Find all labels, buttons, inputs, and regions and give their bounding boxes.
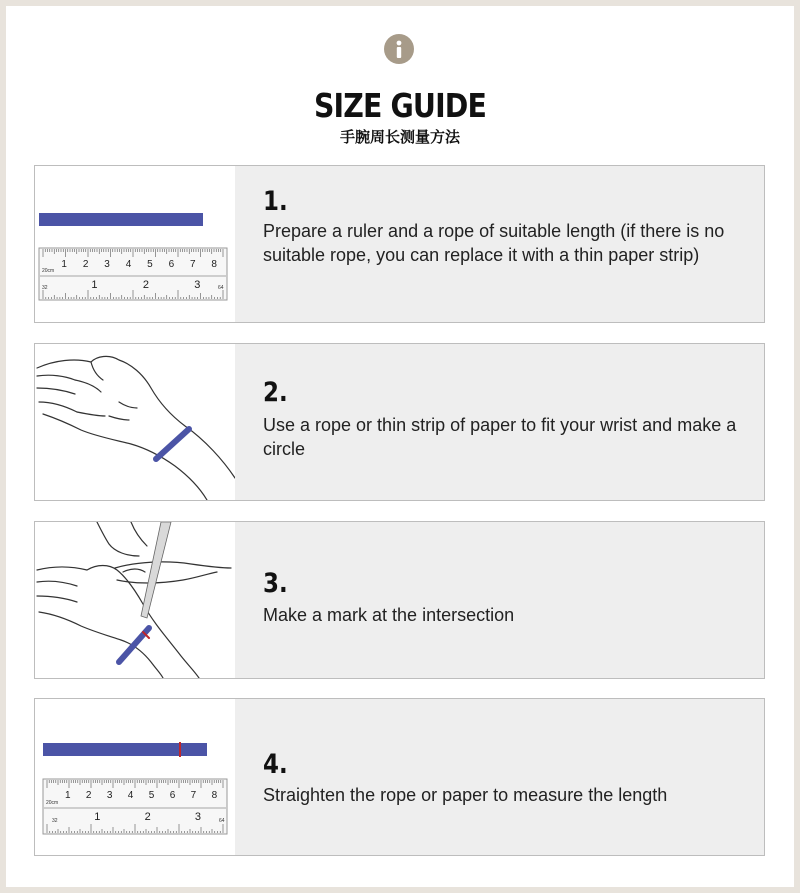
step-number: 3. (263, 568, 288, 599)
ruler-number: 3 (104, 259, 110, 270)
ruler-number: 8 (211, 790, 218, 801)
ruler-number: 3 (194, 279, 201, 291)
pen-body (141, 522, 171, 618)
ruler-label-32: 32 (52, 818, 58, 824)
wrist-mark-illustration (35, 522, 235, 678)
ruler-number: 3 (194, 811, 201, 823)
ruler-number: 2 (142, 279, 149, 291)
step-card-3 (34, 521, 765, 679)
step-number: 1. (263, 186, 288, 217)
ruler-number: 6 (168, 259, 175, 270)
ruler-label-20cm: 20cm (46, 800, 59, 806)
rope-marked-and-ruler-illustration (35, 699, 235, 855)
step-description: Straighten the rope or paper to measure the length (263, 785, 668, 805)
step-card-2 (34, 343, 765, 501)
page-title: SIZE GUIDE (313, 86, 487, 125)
ruler-label-20cm: 20cm (42, 268, 55, 274)
ruler-number: 4 (127, 790, 134, 801)
ruler-label-64: 64 (218, 285, 224, 291)
ruler-number: 5 (148, 790, 155, 801)
rope-and-ruler-illustration (35, 166, 235, 322)
ruler-number: 2 (82, 259, 89, 270)
step-text-panel (235, 522, 764, 678)
ruler-number: 1 (94, 811, 101, 823)
ruler-illustration (43, 779, 227, 834)
step-card-4 (34, 698, 765, 856)
ruler-number: 7 (190, 790, 197, 801)
step-description: Make a mark at the intersection (263, 605, 515, 625)
step-text-panel (235, 344, 764, 500)
rope-strip (43, 743, 207, 756)
ruler-number: 3 (106, 790, 113, 801)
ruler-number: 2 (144, 811, 151, 823)
wrist-wrap-illustration (35, 344, 235, 500)
ruler-illustration (39, 248, 227, 300)
step-description: Use a rope or thin strip of paper to fit your wrist and make a circle (263, 415, 737, 459)
step-number: 2. (263, 377, 288, 408)
step-card-1 (34, 165, 765, 323)
ruler-label-64: 64 (219, 818, 225, 824)
size-guide-page (6, 6, 794, 887)
step-text-panel (235, 166, 764, 322)
ruler-number: 1 (64, 790, 71, 801)
step-number: 4. (263, 749, 288, 780)
rope-band (156, 429, 189, 459)
ruler-number: 8 (211, 259, 217, 270)
ruler-number: 6 (169, 790, 176, 801)
ruler-number: 5 (147, 259, 153, 270)
ruler-number: 1 (61, 259, 67, 270)
ruler-number: 4 (125, 259, 132, 270)
info-icon (384, 34, 414, 64)
ruler-label-32: 32 (42, 285, 48, 291)
ruler-number: 1 (91, 279, 98, 291)
rope-mark (179, 742, 181, 757)
step-text-panel (235, 699, 764, 855)
ruler-number: 7 (190, 259, 196, 270)
ruler-number: 2 (85, 790, 92, 801)
step-description: Prepare a ruler and a rope of suitable length (if there is no suitable rope, you can replace it with a thin paper strip) (263, 221, 725, 265)
page-subtitle: 手腕周长测量方法 (339, 128, 460, 146)
rope-strip (39, 213, 203, 226)
